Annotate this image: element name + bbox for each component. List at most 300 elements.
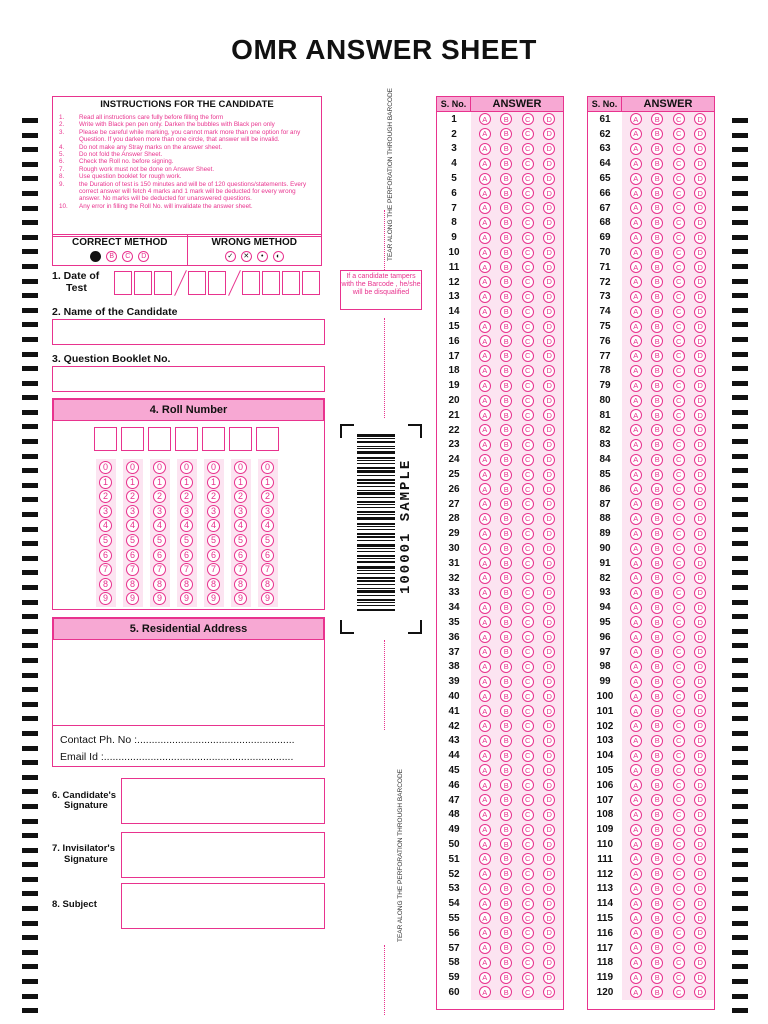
- roll-digit-bubble[interactable]: 8: [180, 578, 193, 591]
- option-bubble-c[interactable]: C: [522, 676, 534, 688]
- subject-box[interactable]: [121, 883, 325, 929]
- option-bubble-a[interactable]: A: [479, 587, 491, 599]
- option-bubble-d[interactable]: D: [543, 616, 555, 628]
- option-bubble-b[interactable]: B: [500, 469, 512, 481]
- option-bubble-c[interactable]: C: [673, 128, 685, 140]
- option-bubble-a[interactable]: A: [630, 602, 642, 614]
- option-bubble-d[interactable]: D: [694, 898, 706, 910]
- option-bubble-d[interactable]: D: [694, 306, 706, 318]
- option-bubble-b[interactable]: B: [651, 321, 663, 333]
- option-bubble-b[interactable]: B: [500, 809, 512, 821]
- option-bubble-c[interactable]: C: [522, 809, 534, 821]
- option-bubble-c[interactable]: C: [522, 646, 534, 658]
- option-bubble-a[interactable]: A: [630, 187, 642, 199]
- option-bubble-b[interactable]: B: [500, 602, 512, 614]
- option-bubble-c[interactable]: C: [673, 261, 685, 273]
- option-bubble-d[interactable]: D: [694, 942, 706, 954]
- option-bubble-c[interactable]: C: [522, 261, 534, 273]
- option-bubble-a[interactable]: A: [479, 543, 491, 555]
- option-bubble-b[interactable]: B: [651, 661, 663, 673]
- option-bubble-d[interactable]: D: [543, 824, 555, 836]
- option-bubble-c[interactable]: C: [673, 809, 685, 821]
- option-bubble-a[interactable]: A: [479, 306, 491, 318]
- option-bubble-d[interactable]: D: [543, 321, 555, 333]
- option-bubble-d[interactable]: D: [543, 572, 555, 584]
- option-bubble-a[interactable]: A: [479, 513, 491, 525]
- option-bubble-a[interactable]: A: [630, 676, 642, 688]
- option-bubble-a[interactable]: A: [630, 158, 642, 170]
- option-bubble-d[interactable]: D: [694, 217, 706, 229]
- option-bubble-b[interactable]: B: [651, 750, 663, 762]
- roll-digit-box[interactable]: [256, 427, 279, 451]
- option-bubble-b[interactable]: B: [651, 513, 663, 525]
- option-bubble-a[interactable]: A: [630, 942, 642, 954]
- option-bubble-b[interactable]: B: [500, 986, 512, 998]
- option-bubble-c[interactable]: C: [522, 602, 534, 614]
- roll-digit-bubble[interactable]: 6: [234, 549, 247, 562]
- option-bubble-d[interactable]: D: [694, 912, 706, 924]
- option-bubble-d[interactable]: D: [694, 128, 706, 140]
- option-bubble-b[interactable]: B: [651, 838, 663, 850]
- option-bubble-c[interactable]: C: [522, 720, 534, 732]
- roll-digit-bubble[interactable]: 8: [153, 578, 166, 591]
- option-bubble-a[interactable]: A: [479, 690, 491, 702]
- option-bubble-b[interactable]: B: [500, 113, 512, 125]
- option-bubble-d[interactable]: D: [543, 232, 555, 244]
- option-bubble-d[interactable]: D: [694, 883, 706, 895]
- option-bubble-c[interactable]: C: [522, 853, 534, 865]
- roll-digit-bubble[interactable]: 6: [99, 549, 112, 562]
- option-bubble-c[interactable]: C: [673, 676, 685, 688]
- option-bubble-b[interactable]: B: [500, 838, 512, 850]
- roll-digit-bubble[interactable]: 9: [153, 592, 166, 605]
- option-bubble-d[interactable]: D: [543, 395, 555, 407]
- option-bubble-c[interactable]: C: [673, 779, 685, 791]
- invigilator-signature-box[interactable]: [121, 832, 325, 878]
- option-bubble-a[interactable]: A: [630, 631, 642, 643]
- option-bubble-a[interactable]: A: [479, 498, 491, 510]
- option-bubble-a[interactable]: A: [630, 291, 642, 303]
- option-bubble-c[interactable]: C: [673, 587, 685, 599]
- option-bubble-c[interactable]: C: [522, 927, 534, 939]
- option-bubble-b[interactable]: B: [651, 173, 663, 185]
- option-bubble-a[interactable]: A: [479, 557, 491, 569]
- option-bubble-b[interactable]: B: [651, 528, 663, 540]
- roll-digit-bubble[interactable]: 1: [234, 476, 247, 489]
- option-bubble-b[interactable]: B: [651, 143, 663, 155]
- option-bubble-d[interactable]: D: [543, 646, 555, 658]
- option-bubble-d[interactable]: D: [694, 779, 706, 791]
- option-bubble-b[interactable]: B: [500, 350, 512, 362]
- roll-digit-bubble[interactable]: 5: [234, 534, 247, 547]
- option-bubble-b[interactable]: B: [651, 572, 663, 584]
- option-bubble-b[interactable]: B: [651, 232, 663, 244]
- roll-digit-bubble[interactable]: 7: [99, 563, 112, 576]
- option-bubble-b[interactable]: B: [651, 454, 663, 466]
- option-bubble-b[interactable]: B: [651, 217, 663, 229]
- option-bubble-a[interactable]: A: [630, 809, 642, 821]
- option-bubble-a[interactable]: A: [479, 173, 491, 185]
- option-bubble-d[interactable]: D: [694, 838, 706, 850]
- option-bubble-b[interactable]: B: [651, 616, 663, 628]
- option-bubble-b[interactable]: B: [500, 395, 512, 407]
- option-bubble-b[interactable]: B: [651, 942, 663, 954]
- option-bubble-d[interactable]: D: [694, 528, 706, 540]
- option-bubble-b[interactable]: B: [651, 247, 663, 259]
- option-bubble-d[interactable]: D: [694, 764, 706, 776]
- option-bubble-b[interactable]: B: [500, 676, 512, 688]
- option-bubble-b[interactable]: B: [500, 306, 512, 318]
- option-bubble-a[interactable]: A: [630, 646, 642, 658]
- option-bubble-d[interactable]: D: [694, 424, 706, 436]
- option-bubble-c[interactable]: C: [522, 705, 534, 717]
- option-bubble-b[interactable]: B: [500, 217, 512, 229]
- option-bubble-d[interactable]: D: [694, 187, 706, 199]
- option-bubble-a[interactable]: A: [479, 705, 491, 717]
- option-bubble-b[interactable]: B: [500, 957, 512, 969]
- option-bubble-b[interactable]: B: [500, 498, 512, 510]
- roll-digit-bubble[interactable]: 8: [99, 578, 112, 591]
- option-bubble-d[interactable]: D: [543, 543, 555, 555]
- option-bubble-a[interactable]: A: [630, 927, 642, 939]
- option-bubble-d[interactable]: D: [543, 957, 555, 969]
- option-bubble-c[interactable]: C: [522, 217, 534, 229]
- option-bubble-d[interactable]: D: [694, 631, 706, 643]
- roll-digit-bubble[interactable]: 2: [99, 490, 112, 503]
- option-bubble-b[interactable]: B: [651, 306, 663, 318]
- option-bubble-c[interactable]: C: [673, 335, 685, 347]
- option-bubble-c[interactable]: C: [522, 202, 534, 214]
- contact-phone-line[interactable]: Contact Ph. No :......................................................: [60, 734, 295, 746]
- option-bubble-b[interactable]: B: [500, 261, 512, 273]
- option-bubble-d[interactable]: D: [694, 646, 706, 658]
- date-digit-box[interactable]: [262, 271, 280, 295]
- roll-digit-bubble[interactable]: 8: [234, 578, 247, 591]
- option-bubble-d[interactable]: D: [694, 113, 706, 125]
- option-bubble-c[interactable]: C: [673, 735, 685, 747]
- roll-digit-bubble[interactable]: 0: [153, 461, 166, 474]
- roll-digit-bubble[interactable]: 5: [207, 534, 220, 547]
- option-bubble-d[interactable]: D: [694, 705, 706, 717]
- option-bubble-d[interactable]: D: [543, 883, 555, 895]
- option-bubble-c[interactable]: C: [673, 291, 685, 303]
- option-bubble-b[interactable]: B: [500, 202, 512, 214]
- option-bubble-a[interactable]: A: [479, 143, 491, 155]
- date-digit-box[interactable]: [154, 271, 172, 295]
- option-bubble-b[interactable]: B: [500, 646, 512, 658]
- date-digit-box[interactable]: [208, 271, 226, 295]
- option-bubble-b[interactable]: B: [651, 350, 663, 362]
- option-bubble-a[interactable]: A: [479, 217, 491, 229]
- roll-digit-bubble[interactable]: 2: [180, 490, 193, 503]
- option-bubble-b[interactable]: B: [500, 883, 512, 895]
- option-bubble-d[interactable]: D: [543, 143, 555, 155]
- option-bubble-a[interactable]: A: [630, 750, 642, 762]
- option-bubble-a[interactable]: A: [630, 173, 642, 185]
- roll-digit-bubble[interactable]: 8: [207, 578, 220, 591]
- roll-digit-bubble[interactable]: 8: [261, 578, 274, 591]
- roll-digit-bubble[interactable]: 1: [207, 476, 220, 489]
- option-bubble-d[interactable]: D: [694, 676, 706, 688]
- option-bubble-d[interactable]: D: [543, 986, 555, 998]
- option-bubble-c[interactable]: C: [673, 217, 685, 229]
- option-bubble-c[interactable]: C: [522, 690, 534, 702]
- roll-digit-bubble[interactable]: 7: [207, 563, 220, 576]
- booklet-number-field[interactable]: [52, 366, 325, 392]
- option-bubble-a[interactable]: A: [630, 247, 642, 259]
- option-bubble-c[interactable]: C: [522, 764, 534, 776]
- option-bubble-b[interactable]: B: [500, 543, 512, 555]
- option-bubble-d[interactable]: D: [543, 794, 555, 806]
- option-bubble-a[interactable]: A: [479, 661, 491, 673]
- option-bubble-a[interactable]: A: [630, 720, 642, 732]
- option-bubble-d[interactable]: D: [543, 942, 555, 954]
- option-bubble-d[interactable]: D: [543, 439, 555, 451]
- option-bubble-c[interactable]: C: [673, 276, 685, 288]
- option-bubble-b[interactable]: B: [651, 365, 663, 377]
- option-bubble-a[interactable]: A: [630, 143, 642, 155]
- option-bubble-d[interactable]: D: [543, 483, 555, 495]
- option-bubble-b[interactable]: B: [651, 113, 663, 125]
- option-bubble-a[interactable]: A: [630, 972, 642, 984]
- roll-digit-bubble[interactable]: 5: [180, 534, 193, 547]
- roll-digit-bubble[interactable]: 0: [234, 461, 247, 474]
- option-bubble-d[interactable]: D: [543, 735, 555, 747]
- option-bubble-b[interactable]: B: [500, 247, 512, 259]
- option-bubble-d[interactable]: D: [543, 912, 555, 924]
- option-bubble-c[interactable]: C: [522, 469, 534, 481]
- option-bubble-a[interactable]: A: [630, 424, 642, 436]
- option-bubble-d[interactable]: D: [694, 335, 706, 347]
- option-bubble-b[interactable]: B: [651, 395, 663, 407]
- option-bubble-d[interactable]: D: [543, 764, 555, 776]
- roll-digit-bubble[interactable]: 1: [99, 476, 112, 489]
- option-bubble-d[interactable]: D: [543, 202, 555, 214]
- option-bubble-a[interactable]: A: [479, 276, 491, 288]
- option-bubble-a[interactable]: A: [479, 646, 491, 658]
- option-bubble-d[interactable]: D: [543, 602, 555, 614]
- option-bubble-b[interactable]: B: [500, 528, 512, 540]
- option-bubble-b[interactable]: B: [651, 957, 663, 969]
- option-bubble-b[interactable]: B: [651, 498, 663, 510]
- roll-digit-bubble[interactable]: 1: [153, 476, 166, 489]
- roll-digit-bubble[interactable]: 9: [207, 592, 220, 605]
- date-digit-box[interactable]: [134, 271, 152, 295]
- roll-digit-bubble[interactable]: 4: [261, 519, 274, 532]
- option-bubble-a[interactable]: A: [479, 735, 491, 747]
- option-bubble-a[interactable]: A: [630, 957, 642, 969]
- roll-digit-bubble[interactable]: 3: [207, 505, 220, 518]
- date-digit-box[interactable]: [282, 271, 300, 295]
- option-bubble-d[interactable]: D: [694, 868, 706, 880]
- option-bubble-c[interactable]: C: [522, 483, 534, 495]
- option-bubble-c[interactable]: C: [673, 158, 685, 170]
- option-bubble-c[interactable]: C: [673, 365, 685, 377]
- option-bubble-a[interactable]: A: [630, 217, 642, 229]
- option-bubble-c[interactable]: C: [522, 750, 534, 762]
- option-bubble-b[interactable]: B: [500, 779, 512, 791]
- option-bubble-a[interactable]: A: [479, 469, 491, 481]
- option-bubble-b[interactable]: B: [500, 380, 512, 392]
- option-bubble-c[interactable]: C: [522, 187, 534, 199]
- option-bubble-c[interactable]: C: [522, 276, 534, 288]
- roll-digit-bubble[interactable]: 3: [99, 505, 112, 518]
- option-bubble-c[interactable]: C: [673, 927, 685, 939]
- roll-digit-box[interactable]: [94, 427, 117, 451]
- roll-digit-bubble[interactable]: 7: [180, 563, 193, 576]
- option-bubble-d[interactable]: D: [543, 113, 555, 125]
- option-bubble-d[interactable]: D: [543, 809, 555, 821]
- option-bubble-a[interactable]: A: [630, 528, 642, 540]
- option-bubble-d[interactable]: D: [694, 543, 706, 555]
- option-bubble-a[interactable]: A: [630, 824, 642, 836]
- option-bubble-b[interactable]: B: [500, 720, 512, 732]
- option-bubble-a[interactable]: A: [479, 853, 491, 865]
- roll-digit-bubble[interactable]: 3: [234, 505, 247, 518]
- option-bubble-b[interactable]: B: [500, 232, 512, 244]
- roll-digit-bubble[interactable]: 1: [261, 476, 274, 489]
- option-bubble-a[interactable]: A: [630, 587, 642, 599]
- option-bubble-b[interactable]: B: [651, 602, 663, 614]
- option-bubble-d[interactable]: D: [694, 469, 706, 481]
- option-bubble-a[interactable]: A: [479, 616, 491, 628]
- option-bubble-c[interactable]: C: [522, 513, 534, 525]
- option-bubble-b[interactable]: B: [651, 927, 663, 939]
- option-bubble-c[interactable]: C: [673, 705, 685, 717]
- option-bubble-b[interactable]: B: [500, 365, 512, 377]
- option-bubble-c[interactable]: C: [522, 528, 534, 540]
- option-bubble-d[interactable]: D: [543, 972, 555, 984]
- option-bubble-b[interactable]: B: [500, 276, 512, 288]
- option-bubble-c[interactable]: C: [673, 543, 685, 555]
- option-bubble-d[interactable]: D: [694, 291, 706, 303]
- option-bubble-a[interactable]: A: [630, 409, 642, 421]
- option-bubble-c[interactable]: C: [673, 986, 685, 998]
- option-bubble-c[interactable]: C: [673, 143, 685, 155]
- option-bubble-c[interactable]: C: [522, 350, 534, 362]
- option-bubble-a[interactable]: A: [630, 690, 642, 702]
- option-bubble-b[interactable]: B: [500, 173, 512, 185]
- option-bubble-b[interactable]: B: [651, 986, 663, 998]
- option-bubble-c[interactable]: C: [673, 380, 685, 392]
- option-bubble-d[interactable]: D: [694, 735, 706, 747]
- roll-digit-bubble[interactable]: 9: [180, 592, 193, 605]
- roll-digit-bubble[interactable]: 0: [180, 461, 193, 474]
- option-bubble-c[interactable]: C: [673, 616, 685, 628]
- option-bubble-d[interactable]: D: [694, 498, 706, 510]
- option-bubble-a[interactable]: A: [479, 261, 491, 273]
- option-bubble-a[interactable]: A: [479, 291, 491, 303]
- option-bubble-a[interactable]: A: [630, 868, 642, 880]
- option-bubble-b[interactable]: B: [651, 690, 663, 702]
- option-bubble-c[interactable]: C: [673, 602, 685, 614]
- option-bubble-b[interactable]: B: [500, 972, 512, 984]
- option-bubble-a[interactable]: A: [479, 365, 491, 377]
- option-bubble-a[interactable]: A: [479, 602, 491, 614]
- option-bubble-c[interactable]: C: [673, 306, 685, 318]
- option-bubble-b[interactable]: B: [500, 439, 512, 451]
- option-bubble-c[interactable]: C: [522, 779, 534, 791]
- option-bubble-a[interactable]: A: [630, 113, 642, 125]
- option-bubble-b[interactable]: B: [651, 809, 663, 821]
- option-bubble-c[interactable]: C: [673, 395, 685, 407]
- option-bubble-d[interactable]: D: [543, 838, 555, 850]
- option-bubble-a[interactable]: A: [630, 232, 642, 244]
- roll-digit-bubble[interactable]: 3: [180, 505, 193, 518]
- option-bubble-d[interactable]: D: [543, 853, 555, 865]
- option-bubble-a[interactable]: A: [479, 986, 491, 998]
- option-bubble-d[interactable]: D: [694, 750, 706, 762]
- option-bubble-c[interactable]: C: [673, 454, 685, 466]
- option-bubble-d[interactable]: D: [694, 143, 706, 155]
- option-bubble-c[interactable]: C: [522, 661, 534, 673]
- option-bubble-a[interactable]: A: [630, 898, 642, 910]
- option-bubble-d[interactable]: D: [543, 350, 555, 362]
- option-bubble-c[interactable]: C: [522, 972, 534, 984]
- option-bubble-d[interactable]: D: [694, 276, 706, 288]
- option-bubble-c[interactable]: C: [673, 957, 685, 969]
- option-bubble-a[interactable]: A: [630, 705, 642, 717]
- roll-digit-bubble[interactable]: 6: [153, 549, 166, 562]
- option-bubble-d[interactable]: D: [694, 232, 706, 244]
- option-bubble-c[interactable]: C: [522, 557, 534, 569]
- option-bubble-b[interactable]: B: [500, 513, 512, 525]
- option-bubble-a[interactable]: A: [630, 365, 642, 377]
- option-bubble-d[interactable]: D: [694, 202, 706, 214]
- option-bubble-b[interactable]: B: [651, 779, 663, 791]
- option-bubble-a[interactable]: A: [479, 912, 491, 924]
- option-bubble-a[interactable]: A: [630, 321, 642, 333]
- email-line[interactable]: Email Id :.................................................................: [60, 751, 294, 763]
- option-bubble-b[interactable]: B: [500, 735, 512, 747]
- option-bubble-d[interactable]: D: [543, 557, 555, 569]
- option-bubble-c[interactable]: C: [673, 409, 685, 421]
- option-bubble-b[interactable]: B: [651, 853, 663, 865]
- option-bubble-a[interactable]: A: [479, 809, 491, 821]
- date-digit-box[interactable]: [302, 271, 320, 295]
- option-bubble-b[interactable]: B: [651, 720, 663, 732]
- option-bubble-d[interactable]: D: [694, 572, 706, 584]
- option-bubble-b[interactable]: B: [651, 764, 663, 776]
- option-bubble-b[interactable]: B: [500, 868, 512, 880]
- option-bubble-c[interactable]: C: [673, 557, 685, 569]
- option-bubble-a[interactable]: A: [479, 232, 491, 244]
- date-digit-box[interactable]: [242, 271, 260, 295]
- option-bubble-b[interactable]: B: [651, 543, 663, 555]
- option-bubble-c[interactable]: C: [673, 528, 685, 540]
- option-bubble-c[interactable]: C: [673, 838, 685, 850]
- option-bubble-a[interactable]: A: [630, 306, 642, 318]
- option-bubble-d[interactable]: D: [694, 365, 706, 377]
- option-bubble-c[interactable]: C: [673, 469, 685, 481]
- option-bubble-a[interactable]: A: [479, 868, 491, 880]
- option-bubble-b[interactable]: B: [500, 291, 512, 303]
- roll-digit-bubble[interactable]: 9: [126, 592, 139, 605]
- option-bubble-b[interactable]: B: [651, 868, 663, 880]
- option-bubble-d[interactable]: D: [543, 690, 555, 702]
- option-bubble-a[interactable]: A: [630, 616, 642, 628]
- roll-digit-bubble[interactable]: 1: [126, 476, 139, 489]
- roll-digit-bubble[interactable]: 6: [207, 549, 220, 562]
- option-bubble-c[interactable]: C: [522, 335, 534, 347]
- option-bubble-c[interactable]: C: [673, 572, 685, 584]
- option-bubble-d[interactable]: D: [543, 335, 555, 347]
- option-bubble-d[interactable]: D: [543, 291, 555, 303]
- roll-digit-bubble[interactable]: 5: [126, 534, 139, 547]
- roll-digit-bubble[interactable]: 0: [126, 461, 139, 474]
- option-bubble-a[interactable]: A: [479, 824, 491, 836]
- option-bubble-c[interactable]: C: [673, 853, 685, 865]
